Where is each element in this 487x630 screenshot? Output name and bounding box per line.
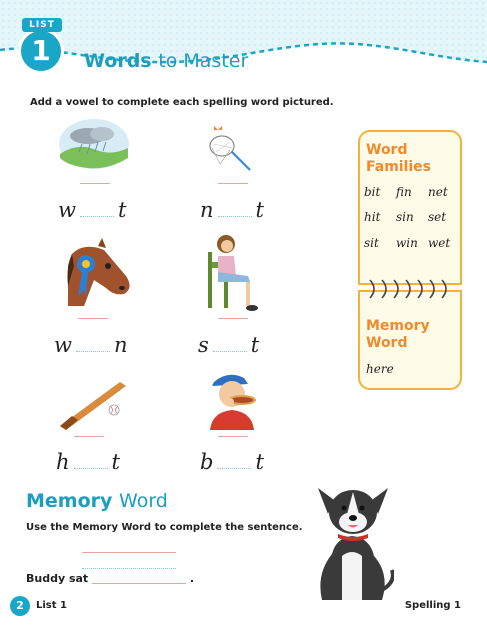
word-6[interactable]	[200, 450, 264, 474]
word-6-blank[interactable]	[217, 459, 251, 469]
family-word: set	[428, 210, 447, 224]
word-3-blank[interactable]	[76, 342, 110, 352]
memory-word-heading: Memory Word	[366, 318, 430, 351]
memory-title-rest: Word	[119, 490, 168, 512]
footer-right-label: Spelling 1	[404, 600, 461, 611]
memory-sentence	[26, 572, 194, 585]
title-bold: Words	[84, 50, 152, 72]
sentence-start: Buddy sat	[26, 572, 89, 585]
word-3-start: w	[54, 333, 72, 357]
memory-title-bold: Memory	[26, 490, 113, 512]
word-families-notebook	[358, 130, 462, 390]
answer-line-4	[218, 318, 248, 319]
answer-line-6	[218, 436, 248, 437]
family-word: bit	[364, 185, 381, 199]
write-line-dotted	[82, 568, 176, 569]
word-3-end: n	[113, 333, 128, 357]
word-2-end: t	[255, 198, 264, 222]
sentence-blank[interactable]	[92, 573, 186, 584]
answer-line-2	[218, 183, 248, 184]
word-6-end: t	[255, 450, 264, 474]
baseball-bat-icon	[56, 380, 130, 432]
answer-line-3	[78, 318, 108, 319]
word-1[interactable]	[58, 198, 126, 222]
word-1-end: t	[117, 198, 127, 222]
write-line-top	[82, 552, 176, 553]
title-rest: to Master	[158, 50, 249, 72]
word-1-start: w	[58, 198, 76, 222]
word-2[interactable]	[200, 198, 264, 222]
word-5[interactable]	[56, 450, 120, 474]
word-families-heading: Word Families	[366, 142, 432, 175]
dog-illustration-icon	[312, 478, 394, 602]
family-word: hit	[364, 210, 381, 224]
page-title	[84, 50, 248, 72]
family-word: net	[428, 185, 448, 199]
family-word: sit	[364, 236, 379, 250]
footer-left-label: List 1	[36, 600, 67, 611]
word-2-blank[interactable]	[218, 207, 252, 217]
sentence-end: .	[189, 572, 195, 585]
word-4-end: t	[250, 333, 260, 357]
memory-word-value: here	[366, 362, 394, 376]
word-5-start: h	[56, 450, 70, 474]
word-1-blank[interactable]	[80, 207, 114, 217]
memory-word-title	[26, 490, 168, 512]
word-4[interactable]	[198, 333, 259, 357]
answer-line-1	[80, 183, 110, 184]
family-word: sin	[396, 210, 414, 224]
family-word: fin	[396, 185, 412, 199]
header-banner	[0, 0, 487, 92]
word-6-start: b	[200, 450, 214, 474]
horse-ribbon-icon	[64, 236, 136, 310]
family-word: win	[396, 236, 418, 250]
page-header	[0, 0, 487, 92]
word-3[interactable]	[54, 333, 128, 357]
instruction-text: Add a vowel to complete each spelling word pictured.	[30, 97, 334, 108]
word-5-blank[interactable]	[74, 459, 108, 469]
family-word: wet	[428, 236, 451, 250]
page-number: 2	[10, 596, 30, 616]
memory-instruction: Use the Memory Word to complete the sentence.	[26, 522, 303, 533]
word-4-blank[interactable]	[213, 342, 247, 352]
word-5-end: t	[111, 450, 120, 474]
butterfly-net-icon	[204, 120, 254, 174]
spiral-rings-icon	[364, 276, 456, 302]
rain-cloud-icon	[58, 118, 130, 170]
word-2-start: n	[200, 198, 214, 222]
word-4-start: s	[198, 333, 209, 357]
answer-line-5	[74, 436, 104, 437]
boy-eating-icon	[204, 370, 266, 430]
list-tag: LIST	[22, 18, 62, 32]
list-number-badge: 1	[18, 28, 64, 74]
girl-sitting-icon	[204, 232, 264, 314]
